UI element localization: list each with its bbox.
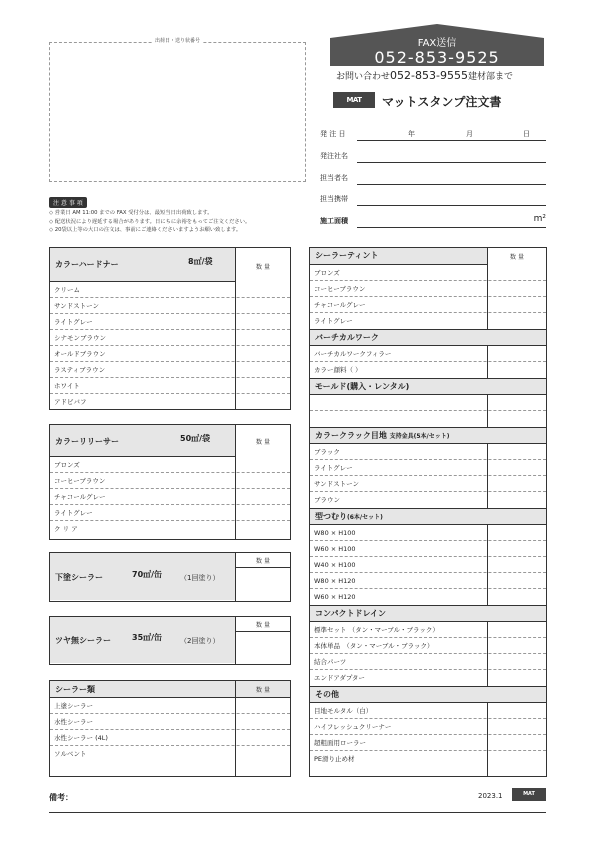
inquiry-line [336,69,513,82]
shipping-stamp-box [49,38,306,182]
phone-label: 担当携帯 [320,195,348,203]
releaser-spec: 50㎡/袋 [180,434,211,443]
notes-heading: 注 意 事 項 [49,197,87,208]
table-row[interactable] [310,411,546,427]
remarks-label: 備考： [49,793,73,802]
table-row[interactable] [310,395,546,411]
table-row[interactable]: オールドブラウン [50,346,290,362]
other-title: その他 [310,686,546,703]
table-row[interactable]: 本体単品 （タン・マーブル・ブラック） [310,638,546,654]
crack-title: カラークラック目地 [315,431,387,440]
remarks-line[interactable] [49,812,546,813]
footer-logo: MAT [512,788,546,801]
matte-header [50,617,236,663]
table-row[interactable]: 結合パーツ [310,654,546,670]
table-row[interactable]: エンドアダプター [314,674,365,682]
matte-title: ツヤ無シーラー [55,636,111,645]
table-row[interactable]: クリーム [50,282,290,298]
fax-label: FAX送信 [417,38,457,49]
matte-note: （2回塗り） [180,637,220,645]
qty-label: 数 量 [256,264,270,271]
sealers-table [49,680,291,777]
fax-banner [330,24,544,66]
table-row[interactable]: ライトグレー [50,314,290,330]
year-label: 年 [408,130,415,138]
qty-label: 数 量 [256,687,270,694]
sealers-title: シーラー類 [55,685,95,694]
company-logo: MAT [333,92,375,108]
table-row[interactable]: チャコールグレー [310,297,546,313]
inquiry-number: 052-853-9555 [390,69,468,82]
area-line [357,227,546,228]
table-row[interactable]: PE滑り止め材 [314,755,355,763]
releaser-table [49,424,291,540]
table-row[interactable]: 水性シーラー [50,714,290,730]
table-row[interactable]: ソルベント [54,750,87,758]
table-row[interactable]: 標準セット （タン・マーブル・ブラック） [310,622,546,638]
table-row[interactable]: カラー顔料（ ） [314,366,362,374]
hardener-header [50,248,236,282]
table-row[interactable]: W60 × H120 [314,593,356,601]
table-row[interactable]: ブラウン [314,496,340,504]
table-row[interactable]: チャコールグレー [50,489,290,505]
month-label: 月 [466,130,473,138]
person-label: 担当者名 [320,174,348,182]
company-label: 発注社名 [320,152,348,160]
table-row[interactable]: コーヒーブラウン [310,281,546,297]
drain-title: コンパクトドレイン [310,605,546,622]
order-date-field[interactable] [320,129,546,141]
table-row[interactable]: W60 × H100 [310,541,546,557]
fax-number: 052-853-9525 [374,48,500,67]
table-row[interactable]: ブラック [310,444,546,460]
note-line: ◇ 20袋以上等の大口の注文は、事前にご連絡くださいますようお願い致します。 [49,227,242,233]
releaser-header [50,425,236,457]
table-row[interactable]: ハイフレッシュクリーナー [310,719,546,735]
table-row[interactable]: ライトグレー [310,460,546,476]
right-order-table [309,247,547,777]
table-row[interactable]: ブロンズ [310,265,546,281]
table-row[interactable]: W40 × H100 [310,557,546,573]
releaser-title: カラーリリーサー [55,437,119,446]
qty-label: 数 量 [256,439,270,446]
mold-title: モールド(購入・レンタル) [310,378,546,395]
note-line: ◇ 営業日 AM 11:00 までの FAX 受付分は、最短当日出荷致します。 [49,210,213,216]
table-row[interactable]: ラスティブラウン [50,362,290,378]
phone-line [357,205,546,206]
company-field[interactable] [320,151,546,163]
person-field[interactable] [320,173,546,185]
table-row[interactable]: シナモンブラウン [50,330,290,346]
forms-sub: (6本/セット) [347,514,383,521]
crack-section-header [310,427,546,444]
forms-title: 型つむり [315,512,347,521]
table-row[interactable]: サンドストーン [310,476,546,492]
area-label: 施工面積 [320,217,348,225]
crack-sub: 支持金具(5本/セット) [389,433,450,440]
table-row[interactable]: ライトグレー [50,505,290,521]
hardener-rows [50,282,290,409]
table-row[interactable]: 水性シーラー (4L) [50,730,290,746]
releaser-rows [50,457,290,539]
table-row[interactable]: ブロンズ [50,457,290,473]
phone-field[interactable] [320,194,546,206]
notes-section [49,190,311,235]
day-label: 日 [523,130,530,138]
primer-note: （1回塗り） [180,574,220,582]
primer-spec: 70㎡/缶 [132,570,163,579]
stamp-caption: 出荷日・送り状番号 [152,38,203,44]
vertical-title: バーチカルワーク [310,329,546,346]
table-row[interactable]: 超粗面用ローラー [310,735,546,751]
table-row[interactable]: 上塗シーラー [50,698,290,714]
order-date-label: 発 注 日 [320,130,346,138]
table-row[interactable]: コーヒーブラウン [50,473,290,489]
table-row[interactable]: 目地モルタル（白） [310,703,546,719]
table-row[interactable]: バーチカルワークフィラー [310,346,546,362]
note-line: ◇ 配送状況により遅延する場合があります。日にちに余裕をもってご注文ください。 [49,218,251,225]
qty-label: 数 量 [236,620,290,632]
qty-label: 数 量 [236,556,290,568]
area-field[interactable] [320,216,546,228]
hardener-spec: 8㎡/袋 [188,257,213,266]
tint-title: シーラーティント [310,248,487,265]
table-row[interactable]: ホワイト [50,378,290,394]
area-unit: m² [533,214,546,224]
primer-table [49,552,291,602]
table-row[interactable]: ク リ ア [54,525,78,533]
table-row[interactable]: ライトグレー [314,317,353,325]
version-label: 2023.1 [478,792,503,800]
company-line [357,162,546,163]
table-row[interactable]: サンドストーン [50,298,290,314]
table-row[interactable]: W80 × H100 [310,525,546,541]
hardener-title: カラーハードナー [55,260,119,269]
matte-spec: 35㎡/缶 [132,633,163,642]
order-date-line [357,140,546,141]
inquiry-suffix: 建材部まで [467,72,513,82]
primer-header [50,553,236,600]
sealers-rows [50,698,290,776]
primer-title: 下塗シーラー [55,573,103,582]
matte-table [49,616,291,665]
person-line [357,184,546,185]
forms-section-header [310,508,546,525]
form-title: マットスタンプ注文書 [382,95,502,109]
table-row[interactable]: W80 × H120 [310,573,546,589]
qty-label: 数 量 [510,254,524,261]
hardener-table [49,247,291,410]
table-row[interactable]: アドビバフ [54,398,87,406]
inquiry-prefix: お問い合わせ [336,72,391,82]
